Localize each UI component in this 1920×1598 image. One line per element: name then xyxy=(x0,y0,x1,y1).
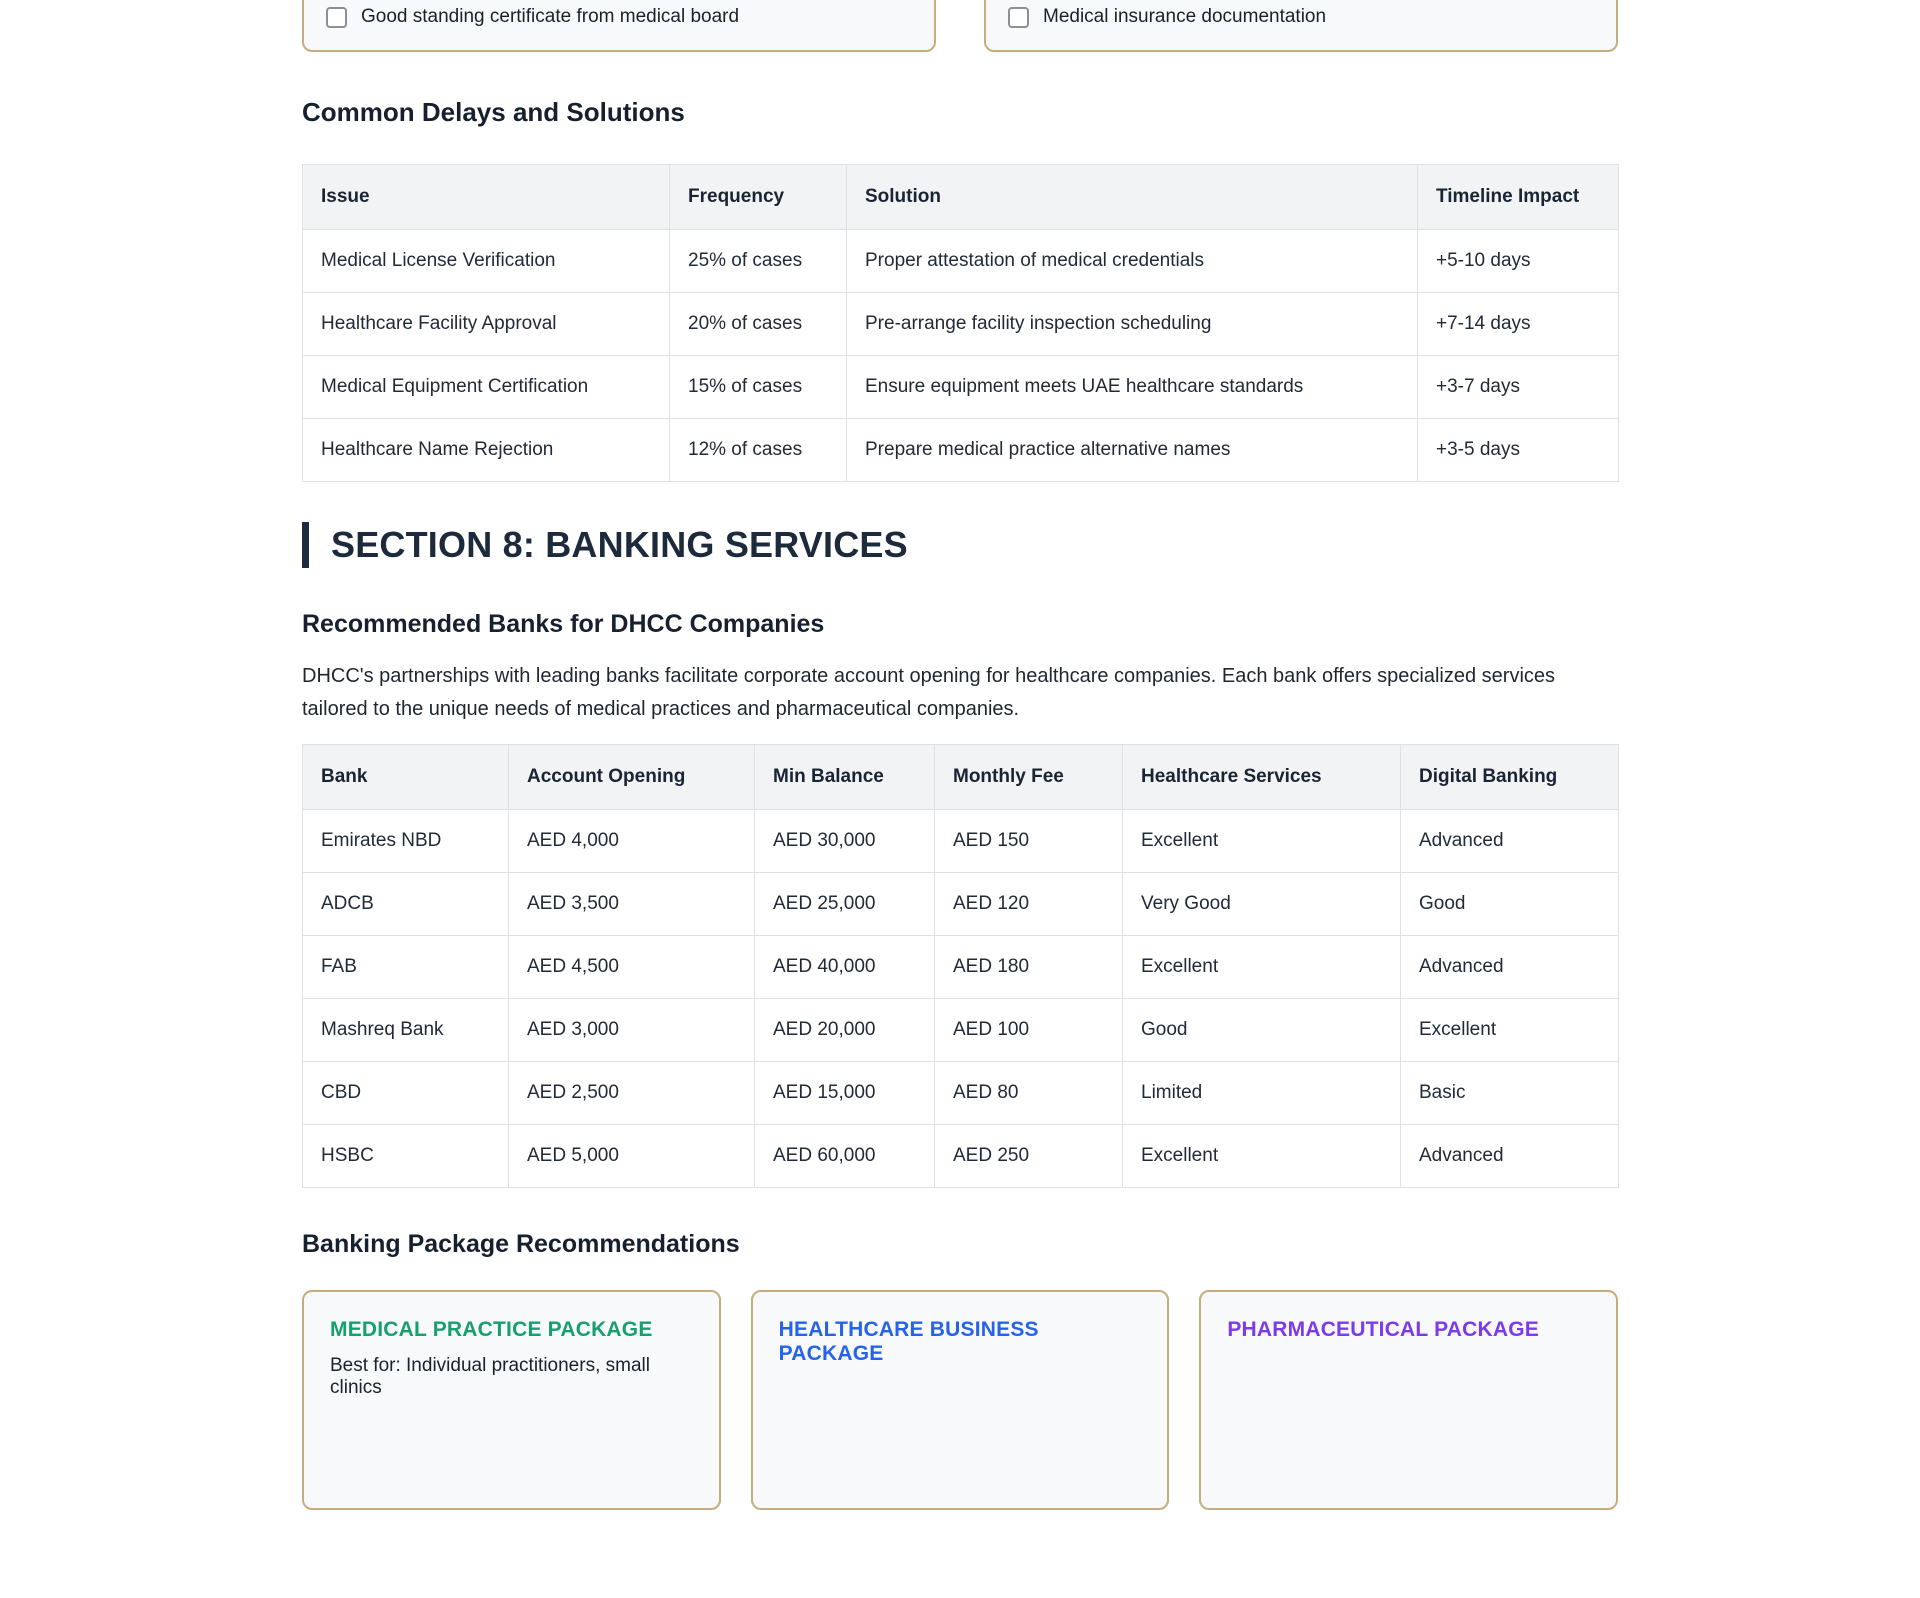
column-header-frequency: Frequency xyxy=(670,165,847,230)
delays-heading: Common Delays and Solutions xyxy=(302,97,685,127)
cell-timeline: +3-5 days xyxy=(1418,419,1619,482)
delays-table xyxy=(302,164,1619,482)
cell-account-opening: AED 4,000 xyxy=(509,810,755,873)
cell-timeline: +7-14 days xyxy=(1418,293,1619,356)
cell-bank: Emirates NBD xyxy=(303,810,509,873)
cell-min-balance: AED 20,000 xyxy=(755,999,935,1062)
package-title: HEALTHCARE BUSINESS PACKAGE xyxy=(778,1318,1039,1365)
cell-min-balance: AED 25,000 xyxy=(755,873,935,936)
cell-digital-banking: Advanced xyxy=(1401,1125,1619,1188)
column-header-healthcare-services: Healthcare Services xyxy=(1123,745,1401,810)
cell-healthcare-services: Excellent xyxy=(1123,936,1401,999)
cell-solution: Proper attestation of medical credentials xyxy=(847,230,1418,293)
table-row xyxy=(303,419,1619,482)
cell-monthly-fee: AED 250 xyxy=(935,1125,1123,1188)
table-row xyxy=(303,873,1619,936)
column-header-bank: Bank xyxy=(303,745,509,810)
table-row xyxy=(303,356,1619,419)
cell-issue: Medical License Verification xyxy=(303,230,670,293)
package-card-medical-practice xyxy=(302,1290,721,1510)
table-row xyxy=(303,1062,1619,1125)
cell-solution: Prepare medical practice alternative names xyxy=(847,419,1418,482)
banks-table xyxy=(302,744,1619,1188)
cell-account-opening: AED 3,000 xyxy=(509,999,755,1062)
cell-healthcare-services: Excellent xyxy=(1123,810,1401,873)
banks-description: DHCC's partnerships with leading banks facilitate corporate account opening for healthcare companies. Each bank offers specialized services tailored to the unique needs of medical practices and pharmaceutical companies. xyxy=(302,665,1556,720)
checklist-item-label: Good standing certificate from medical board xyxy=(361,6,740,27)
cell-healthcare-services: Very Good xyxy=(1123,873,1401,936)
cell-healthcare-services: Limited xyxy=(1123,1062,1401,1125)
checklist-item xyxy=(1008,6,1594,28)
cell-frequency: 12% of cases xyxy=(670,419,847,482)
cell-solution: Pre-arrange facility inspection scheduling xyxy=(847,293,1418,356)
table-row xyxy=(303,1125,1619,1188)
table-row xyxy=(303,999,1619,1062)
cell-bank: CBD xyxy=(303,1062,509,1125)
cell-issue: Healthcare Name Rejection xyxy=(303,419,670,482)
cell-min-balance: AED 30,000 xyxy=(755,810,935,873)
cell-bank: Mashreq Bank xyxy=(303,999,509,1062)
package-card-healthcare-business xyxy=(751,1290,1170,1510)
medical-insurance-checkbox[interactable] xyxy=(1008,7,1029,28)
package-cards xyxy=(302,1290,1618,1510)
cell-digital-banking: Advanced xyxy=(1401,810,1619,873)
table-row xyxy=(303,810,1619,873)
packages-heading: Banking Package Recommendations xyxy=(302,1230,740,1258)
column-header-account-opening: Account Opening xyxy=(509,745,755,810)
cell-digital-banking: Basic xyxy=(1401,1062,1619,1125)
column-header-digital-banking: Digital Banking xyxy=(1401,745,1619,810)
table-row xyxy=(303,936,1619,999)
column-header-monthly-fee: Monthly Fee xyxy=(935,745,1123,810)
section-8-heading: SECTION 8: BANKING SERVICES xyxy=(302,522,1618,568)
good-standing-certificate-checkbox[interactable] xyxy=(326,7,347,28)
package-title: MEDICAL PRACTICE PACKAGE xyxy=(330,1318,653,1341)
cell-account-opening: AED 3,500 xyxy=(509,873,755,936)
table-header-row xyxy=(303,745,1619,810)
cell-bank: HSBC xyxy=(303,1125,509,1188)
cell-min-balance: AED 15,000 xyxy=(755,1062,935,1125)
cell-frequency: 15% of cases xyxy=(670,356,847,419)
table-row xyxy=(303,293,1619,356)
cell-frequency: 25% of cases xyxy=(670,230,847,293)
cell-bank: FAB xyxy=(303,936,509,999)
column-header-solution: Solution xyxy=(847,165,1418,230)
document-checklist-cards xyxy=(302,0,1618,52)
cell-digital-banking: Good xyxy=(1401,873,1619,936)
cell-min-balance: AED 40,000 xyxy=(755,936,935,999)
cell-monthly-fee: AED 150 xyxy=(935,810,1123,873)
package-card-pharmaceutical xyxy=(1199,1290,1618,1510)
cell-issue: Healthcare Facility Approval xyxy=(303,293,670,356)
cell-digital-banking: Excellent xyxy=(1401,999,1619,1062)
column-header-min-balance: Min Balance xyxy=(755,745,935,810)
column-header-timeline-impact: Timeline Impact xyxy=(1418,165,1619,230)
cell-monthly-fee: AED 100 xyxy=(935,999,1123,1062)
recommended-banks-heading: Recommended Banks for DHCC Companies xyxy=(302,610,825,638)
checklist-item-label: Medical insurance documentation xyxy=(1043,6,1327,27)
cell-timeline: +3-7 days xyxy=(1418,356,1619,419)
cell-solution: Ensure equipment meets UAE healthcare standards xyxy=(847,356,1418,419)
checklist-item xyxy=(326,6,912,28)
cell-healthcare-services: Excellent xyxy=(1123,1125,1401,1188)
cell-digital-banking: Advanced xyxy=(1401,936,1619,999)
cell-monthly-fee: AED 180 xyxy=(935,936,1123,999)
cell-monthly-fee: AED 120 xyxy=(935,873,1123,936)
package-title: PHARMACEUTICAL PACKAGE xyxy=(1227,1318,1539,1341)
cell-frequency: 20% of cases xyxy=(670,293,847,356)
column-header-issue: Issue xyxy=(303,165,670,230)
cell-monthly-fee: AED 80 xyxy=(935,1062,1123,1125)
table-row xyxy=(303,230,1619,293)
cell-issue: Medical Equipment Certification xyxy=(303,356,670,419)
table-header-row xyxy=(303,165,1619,230)
cell-timeline: +5-10 days xyxy=(1418,230,1619,293)
cell-bank: ADCB xyxy=(303,873,509,936)
cell-min-balance: AED 60,000 xyxy=(755,1125,935,1188)
checklist-card-insurance xyxy=(984,0,1618,52)
cell-account-opening: AED 4,500 xyxy=(509,936,755,999)
checklist-card-medical-board xyxy=(302,0,936,52)
package-best-for: Best for: Individual practitioners, small clinics xyxy=(330,1355,650,1398)
cell-healthcare-services: Good xyxy=(1123,999,1401,1062)
cell-account-opening: AED 2,500 xyxy=(509,1062,755,1125)
document-page xyxy=(302,0,1618,1510)
cell-account-opening: AED 5,000 xyxy=(509,1125,755,1188)
